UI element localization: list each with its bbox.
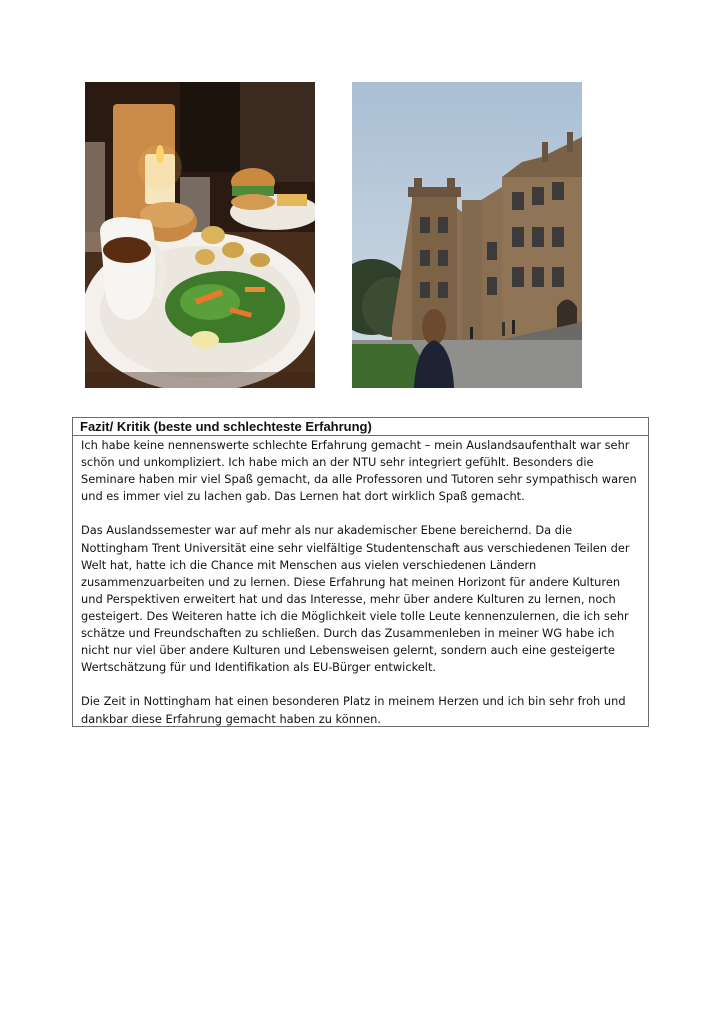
paragraph-1: Ich habe keine nennenswerte schlechte Erfahrung gemacht – mein Auslandsaufenthalt war sehr schön und unkompliziert. Ich habe mich an der NTU sehr integriert gefühlt. Besonders die Seminare haben mir viel Spaß gemacht, da alle Professoren und Tutoren sehr sympathisch waren und es immer viel zu lachen gab. Das Lernen hat dort wirklich Spaß gemacht. (81, 438, 637, 504)
section-title: Fazit/ Kritik (beste und schlechteste Erfahrung) (73, 418, 648, 436)
castle-photo-illustration (352, 82, 582, 388)
food-photo (85, 82, 315, 388)
paragraph-2: Das Auslandssemester war auf mehr als nur akademischer Ebene bereichernd. Da die Nottingham Trent Universität eine sehr vielfältige Studentenschaft aus verschiedenen Teilen der Welt hat, hatte ich die Chance mit Menschen aus vielen verschiedenen Ländern zusammenzuarbeiten und zu lernen. Diese Erfahrung hat meinen Horizont für andere Kulturen und Perspektiven erweitert hat und das Interesse, mehr über andere Kulturen zu lernen, noch gesteigert. Des Weiteren hatte ich die Möglichkeit viele tolle Leute kennenzulernen, die ich sehr schätze und Freundschaften zu schließen. Durch das Zusammenleben in meiner WG habe ich nicht nur viel über andere Kulturen und Lebensweisen gelernt, sondern auch eine gesteigerte Wertschätzung für und Identifikation als EU-Bürger entwickelt. (81, 523, 630, 675)
conclusion-section (72, 417, 649, 727)
section-body (73, 436, 648, 728)
castle-photo (352, 82, 582, 388)
paragraph-3: Die Zeit in Nottingham hat einen besonderen Platz in meinem Herzen und ich bin sehr froh und dankbar diese Erfahrung gemacht haben zu können. (81, 694, 626, 726)
food-photo-illustration (85, 82, 315, 388)
